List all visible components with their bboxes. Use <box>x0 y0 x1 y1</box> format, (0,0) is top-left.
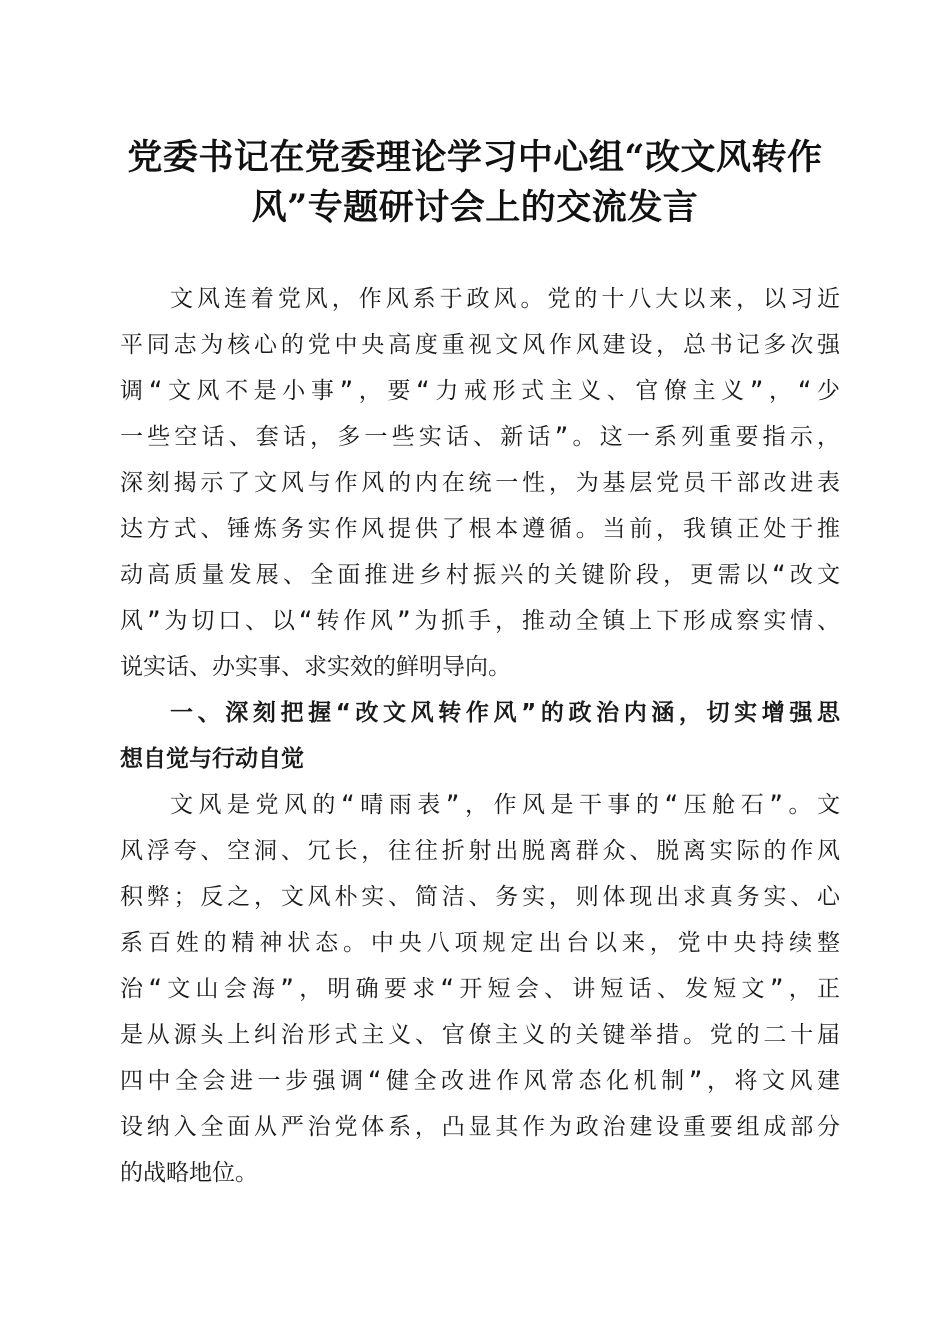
paragraph-line: 达方式、锤炼务实作风提供了根本遵循。当前，我镇正处于推 <box>120 516 840 542</box>
heading-line: 一、深刻把握“改文风转作风”的政治内涵，切实增强思 <box>170 700 840 726</box>
heading-line: 想自觉与行动自觉 <box>120 746 304 772</box>
paragraph-line: 深刻揭示了文风与作风的内在统一性，为基层党员干部改进表 <box>120 470 840 496</box>
paragraph-line: 的战略地位。 <box>120 1160 258 1186</box>
paragraph-line: 动高质量发展、全面推进乡村振兴的关键阶段，更需以“改文 <box>120 562 840 588</box>
paragraph-line: 风”为切口、以“转作风”为抓手，推动全镇上下形成察实情、 <box>120 608 840 634</box>
paragraph-line: 文风连着党风，作风系于政风。党的十八大以来，以习近 <box>170 286 840 312</box>
title-line: 风”专题研讨会上的交流发言 <box>251 187 699 228</box>
section-1-heading <box>120 690 840 782</box>
document-title <box>100 133 850 233</box>
title-line: 党委书记在党委理论学习中心组“改文风转作 <box>127 137 823 178</box>
paragraph-line: 风浮夸、空洞、冗长，往往折射出脱离群众、脱离实际的作风 <box>120 838 840 864</box>
paragraph-line: 文风是党风的“晴雨表”，作风是干事的“压舱石”。文 <box>170 792 840 818</box>
paragraph-line: 积弊；反之，文风朴实、简洁、务实，则体现出求真务实、心 <box>120 884 840 910</box>
paragraph-line: 治“文山会海”，明确要求“开短会、讲短话、发短文”，正 <box>120 976 840 1002</box>
paragraph-line: 是从源头上纠治形式主义、官僚主义的关键举措。党的二十届 <box>120 1022 840 1048</box>
paragraph-line: 说实话、办实事、求实效的鲜明导向。 <box>120 654 511 680</box>
document-body <box>120 276 840 1196</box>
paragraph-line: 一些空话、套话，多一些实话、新话”。这一系列重要指示， <box>120 424 840 450</box>
paragraph-line: 设纳入全面从严治党体系，凸显其作为政治建设重要组成部分 <box>120 1114 840 1140</box>
paragraph-line: 系百姓的精神状态。中央八项规定出台以来，党中央持续整 <box>120 930 840 956</box>
paragraph-line: 平同志为核心的党中央高度重视文风作风建设，总书记多次强 <box>120 332 840 358</box>
section-1-paragraph <box>120 782 840 1196</box>
paragraph-line: 调“文风不是小事”，要“力戒形式主义、官僚主义”，“少 <box>120 378 840 404</box>
paragraph-line: 四中全会进一步强调“健全改进作风常态化机制”，将文风建 <box>120 1068 840 1094</box>
intro-paragraph <box>120 276 840 690</box>
